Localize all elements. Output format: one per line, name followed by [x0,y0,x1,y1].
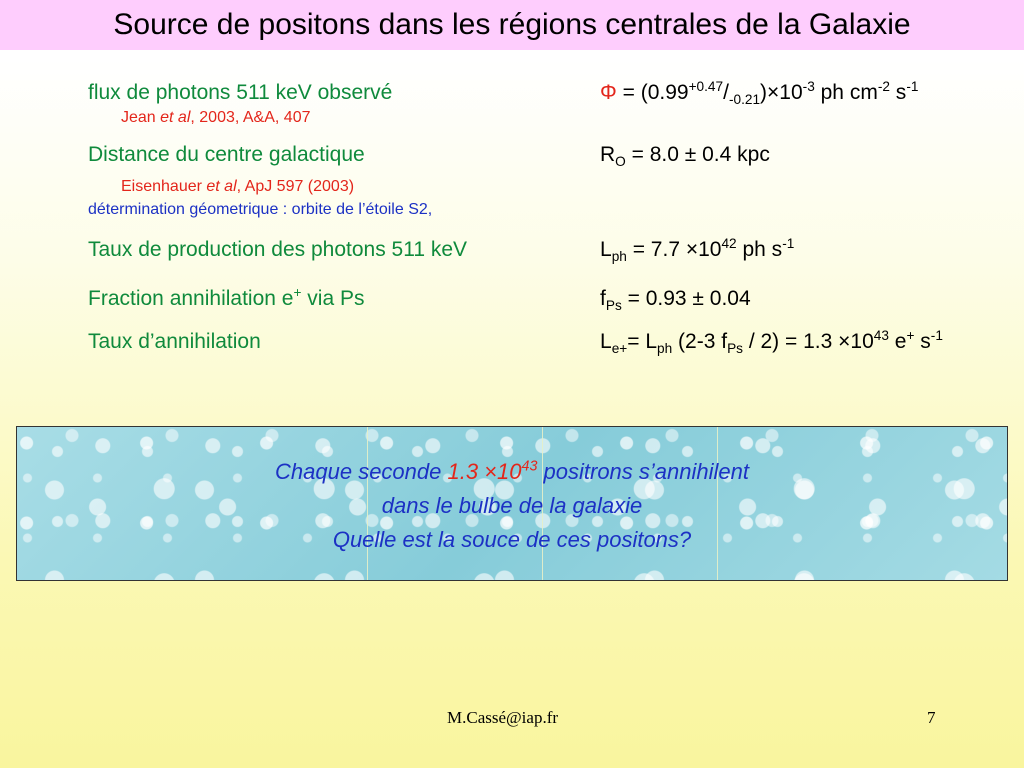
annihilation-label: Taux d’annihilation [88,330,261,353]
distance-value [600,143,770,170]
distance-sym: R [600,143,616,166]
conclusion-number: 1.3 ×10 [447,459,522,484]
annihilation-sup3: -1 [930,328,943,343]
fraction-value [600,287,751,314]
fraction-label-sup: + [293,285,302,300]
flux-value [600,79,919,108]
distance-reference [121,178,354,196]
footer-author: M.Cassé@iap.fr [447,708,559,727]
production-v2: ph s [736,238,783,261]
distance-ref-author: Eisenhauer [121,178,207,195]
distance-note: détermination géometrique : orbite de l’étoile S2, [88,201,433,218]
annihilation-sub2: ph [657,341,673,357]
distance-ref-etal: et al [206,178,237,195]
annihilation-value [600,328,943,357]
fraction-val: = 0.93 ± 0.04 [621,287,751,310]
distance-val: = 8.0 ± 0.4 kpc [625,143,770,166]
annihilation-sym: L [600,330,612,353]
flux-v2: / [723,81,729,104]
flux-v5: s [889,81,907,104]
annihilation-sub1: e+ [611,341,628,357]
flux-ref-rest: , 2003, A&A, 407 [190,109,311,126]
flux-sup2: -3 [802,79,815,94]
production-sup1: 42 [721,236,737,251]
flux-ref-author: Jean [121,109,161,126]
production-sub: ph [611,249,627,265]
flux-sub1: -0.21 [728,92,761,108]
flux-sup1: +0.47 [688,79,724,94]
flux-v1: = (0.99 [616,81,689,104]
flux-reference [121,109,310,127]
annihilation-v5: s [914,330,931,353]
conclusion-l1-b: positrons s’annihilent [537,459,749,484]
fraction-sub: Ps [605,298,622,314]
conclusion-exponent: 43 [521,458,538,475]
conclusion-l1-a: Chaque seconde [275,459,448,484]
conclusion-text [17,455,1007,557]
distance-label: Distance du centre galactique [88,143,365,166]
title-bar [0,0,1024,50]
page-number: 7 [927,708,936,727]
fraction-label-main: Fraction annihilation e [88,287,294,310]
flux-sup4: -1 [906,79,919,94]
distance-ref-rest: , ApJ 597 (2003) [236,178,355,195]
production-value [600,236,795,265]
flux-sup3: -2 [877,79,890,94]
conclusion-box [16,426,1008,581]
distance-sub: O [615,154,626,170]
flux-label: flux de photons 511 keV observé [88,81,393,104]
production-label: Taux de production des photons 511 keV [88,238,468,261]
production-sym: L [600,238,612,261]
annihilation-v4: e [888,330,907,353]
flux-ref-etal: et al [160,109,191,126]
conclusion-line-3: Quelle est la souce de ces positons? [332,527,692,552]
fraction-label-end: via Ps [301,287,365,310]
conclusion-line-2: dans le bulbe de la galaxie [381,493,643,518]
conclusion-line-1 [17,455,1007,489]
production-v1: = 7.7 ×10 [626,238,722,261]
annihilation-sub3: Ps [727,341,743,357]
slide-title: Source de positons dans les régions centrales de la Galaxie [113,8,911,41]
flux-v3: )×10 [760,81,803,104]
production-sup2: -1 [782,236,795,251]
phi-symbol: Φ [600,81,617,104]
fraction-label [88,287,364,311]
annihilation-v3: / 2) = 1.3 ×10 [743,330,874,353]
annihilation-v1: = L [627,330,658,353]
annihilation-sup1: 43 [873,328,889,343]
annihilation-sup2: + [906,328,915,343]
flux-v4: ph cm [814,81,878,104]
annihilation-v2: (2-3 f [672,330,728,353]
fraction-sym: f [600,287,606,310]
